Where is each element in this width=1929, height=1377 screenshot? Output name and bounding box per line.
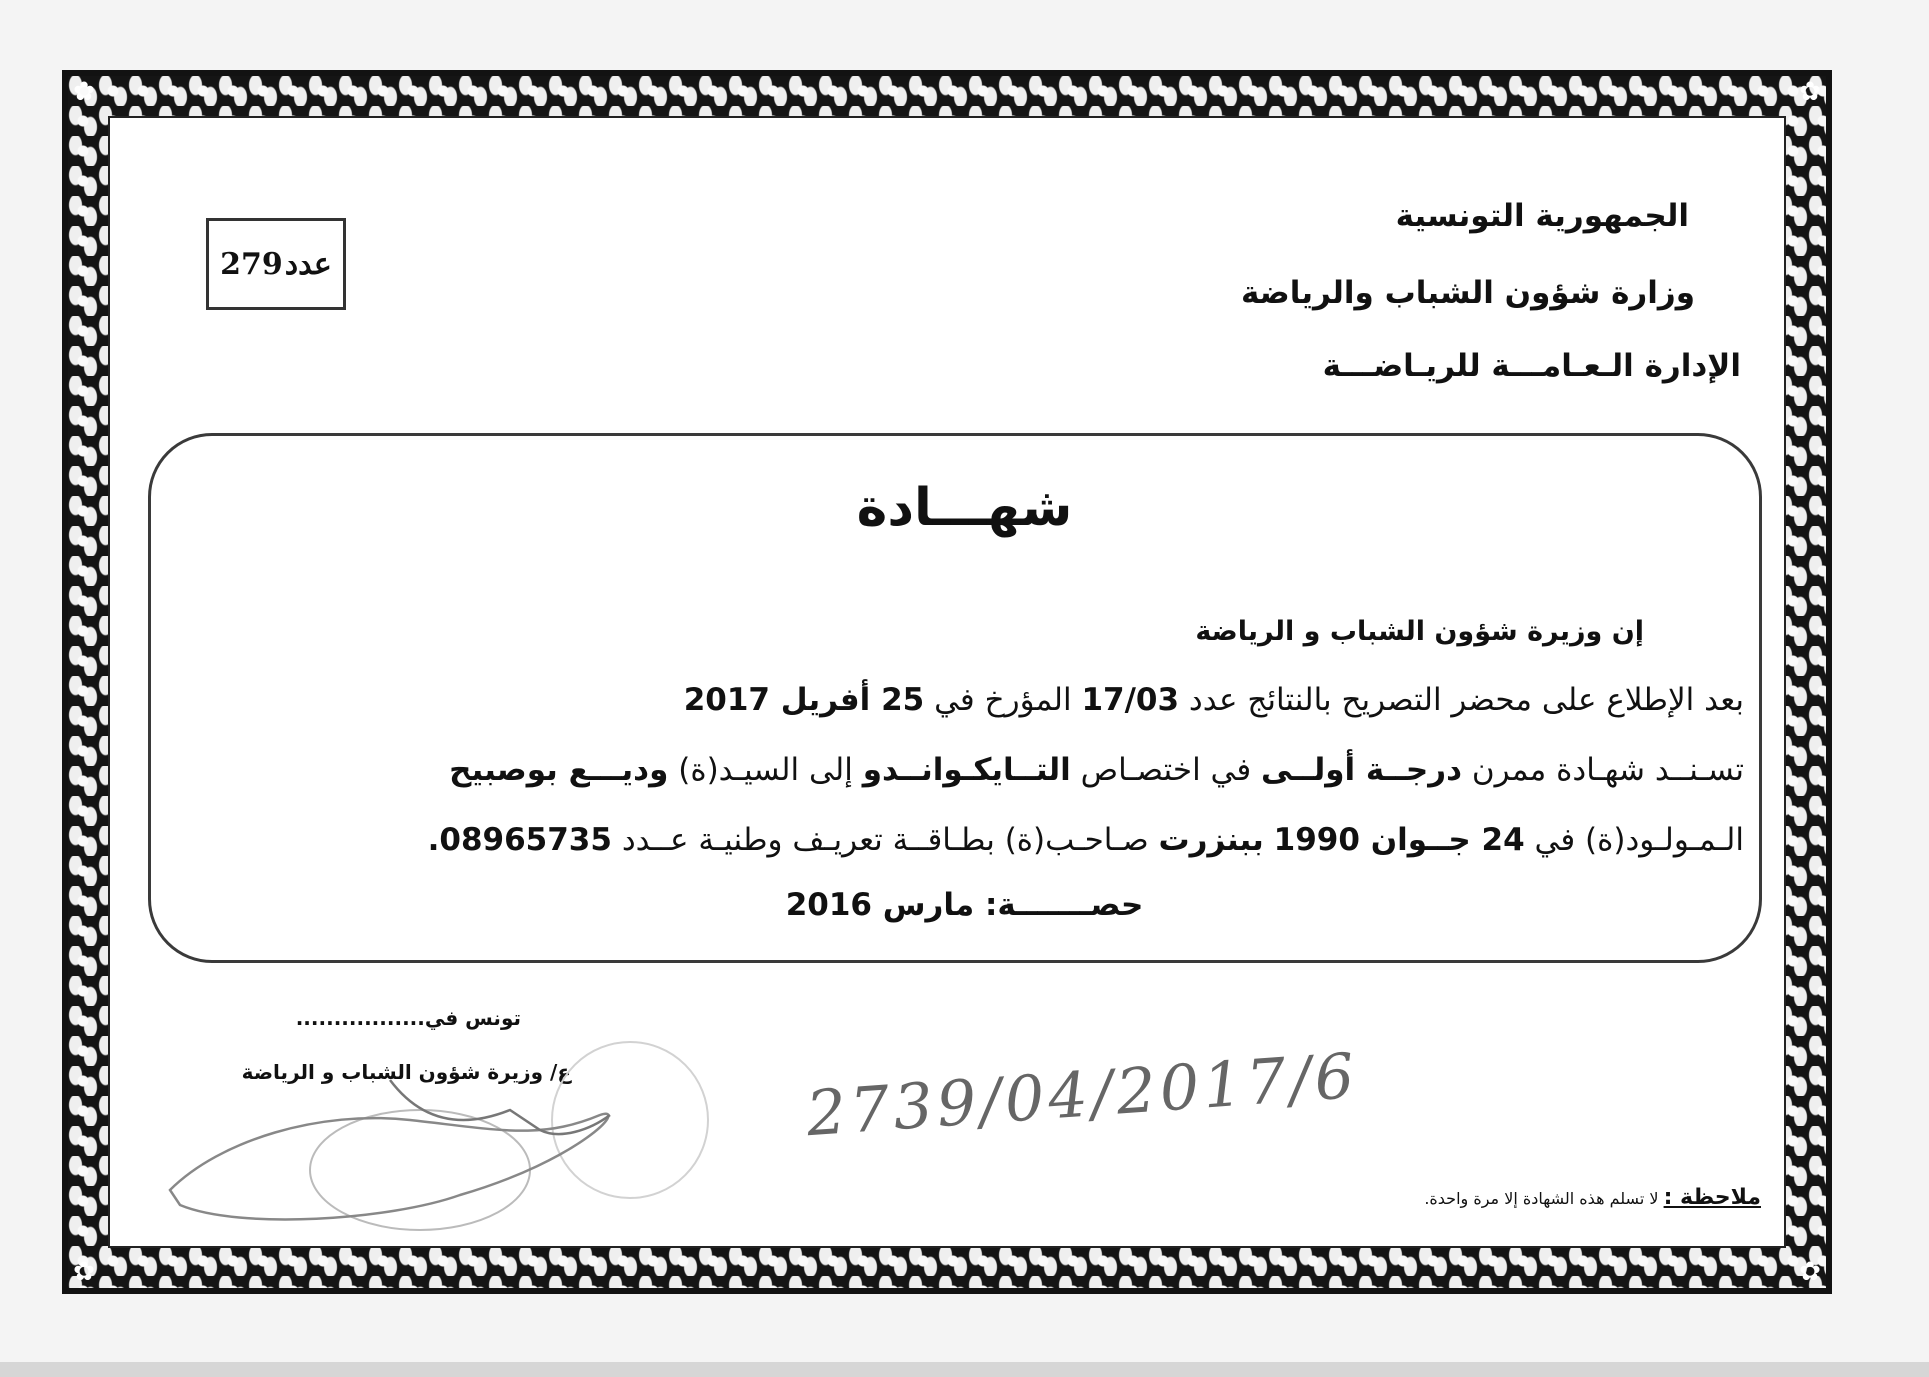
handwritten-registration: 2739/04/2017/6 xyxy=(804,1038,1361,1151)
line1-text-b: المؤرخ في xyxy=(934,682,1072,718)
certificate-intro: إن وزيرة شؤون الشباب و الرياضة xyxy=(1195,616,1644,647)
flower-corner-icon: ✿ xyxy=(1799,1257,1821,1287)
flower-corner-icon: ✿ xyxy=(1799,77,1821,107)
certificate-title: شهـــادة xyxy=(856,478,1073,538)
reference-number-box xyxy=(206,218,346,310)
line3-text: الـمـولـود(ة) في xyxy=(1534,822,1744,858)
scan-edge xyxy=(0,1362,1929,1377)
line2-text-b: في اختصـاص xyxy=(1080,752,1252,788)
line3-text-b: صـاحـب(ة) بطـاقــة تعريـف وطنيـة عــدد xyxy=(621,822,1149,858)
certificate-line-1 xyxy=(684,682,1744,718)
signatory: ع/ وزيرة شؤون الشباب و الرياضة xyxy=(241,1060,571,1084)
note-text: لا تسلم هذه الشهادة إلا مرة واحدة. xyxy=(1424,1189,1659,1208)
reference-number: 279 xyxy=(220,246,283,282)
ministry-name: وزارة شؤون الشباب والرياضة xyxy=(1240,275,1695,311)
issue-place: تونس في................. xyxy=(295,1006,521,1030)
department-name: الإدارة الـعـامـــة للريـاضـــة xyxy=(1322,348,1741,384)
stamp-signature xyxy=(160,1020,720,1250)
line2-text-c: إلى السيـد(ة) xyxy=(678,752,853,788)
birth-place: ببنزرت xyxy=(1158,822,1264,858)
birth-date: 24 جــوان 1990 xyxy=(1273,822,1525,858)
line2-text: تسـنــد شهـادة ممرن xyxy=(1471,752,1744,788)
certificate-line-3 xyxy=(428,822,1744,858)
national-id: 08965735. xyxy=(427,822,612,858)
note xyxy=(1424,1185,1761,1210)
report-date: 25 أفريل 2017 xyxy=(683,682,925,718)
grade: درجــة أولــى xyxy=(1261,752,1463,788)
flower-corner-icon: ✿ xyxy=(73,1257,95,1287)
session-line xyxy=(0,887,1929,923)
result-report-number: 17/03 xyxy=(1081,682,1180,718)
session-value: مارس 2016 xyxy=(785,887,975,923)
sport: التــايكـوانــدو xyxy=(862,752,1071,788)
holder-name: وديـــع بوصبيح xyxy=(449,752,669,788)
session-label: حصـــــــة: xyxy=(985,887,1144,923)
line1-text: بعد الإطلاع على محضر التصريح بالنتائج عدد xyxy=(1188,682,1744,718)
certificate-line-2 xyxy=(449,752,1744,788)
flower-corner-icon: ✿ xyxy=(73,77,95,107)
reference-label: عدد xyxy=(284,246,332,282)
country-name: الجمهورية التونسية xyxy=(1395,198,1689,234)
note-label: ملاحظة : xyxy=(1663,1185,1761,1210)
